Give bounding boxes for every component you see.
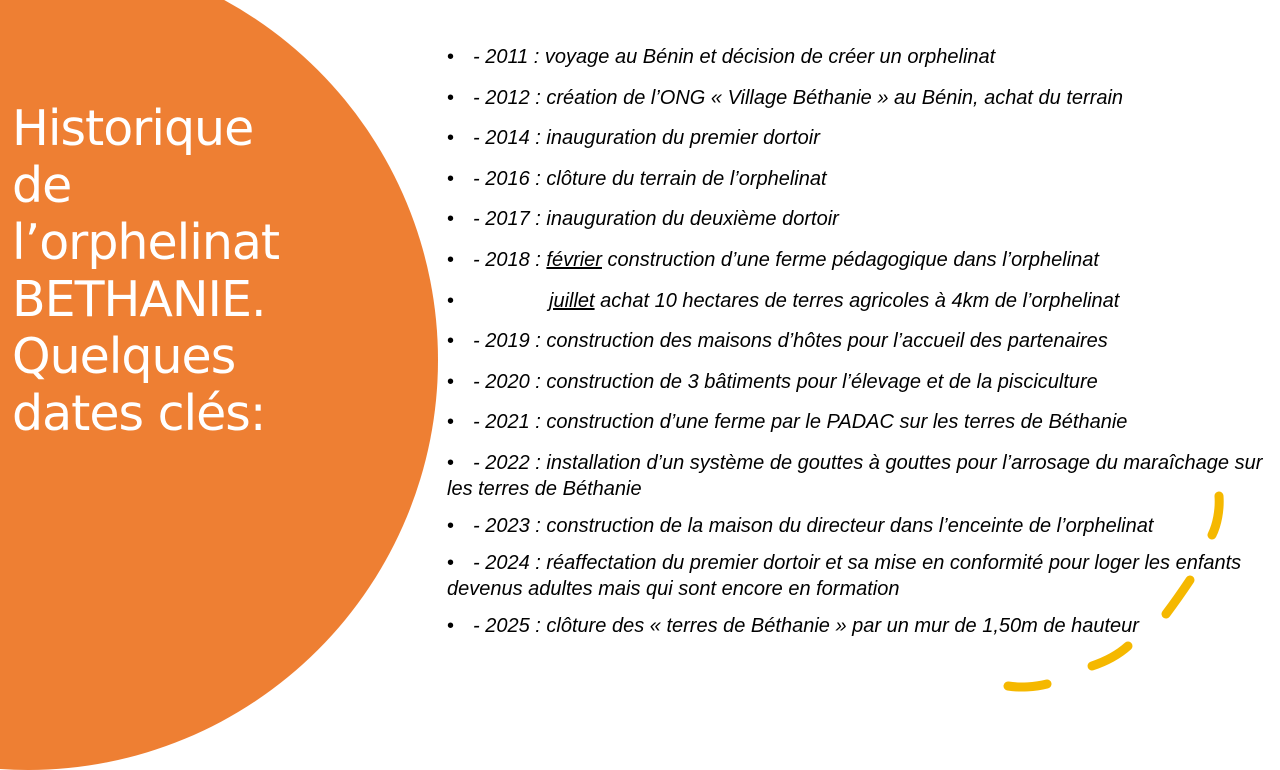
timeline-item-2016: [447, 166, 1277, 192]
item-month: février: [546, 248, 602, 271]
item-suffix: construction d’une ferme pédagogique dans l’orphelinat: [601, 248, 1099, 271]
timeline-item-2011: [447, 44, 1277, 70]
item-text: - 2023 : construction de la maison du directeur dans l’enceinte de l’orphelinat: [473, 514, 1154, 537]
timeline-item-2018-jul: [447, 288, 1277, 314]
bullet-icon: •: [447, 330, 455, 353]
title-line: Quelques: [12, 328, 236, 385]
bullet-icon: •: [447, 208, 455, 231]
item-text: - 2016 : clôture du terrain de l’orphelinat: [473, 167, 827, 190]
bullet-icon: •: [447, 167, 455, 190]
title-line: Historique: [12, 100, 254, 157]
bullet-icon: •: [447, 289, 455, 312]
item-text: - 2020 : construction de 3 bâtiments pour l’élevage et de la pisciculture: [473, 370, 1098, 393]
bullet-icon: •: [447, 46, 455, 68]
bullet-icon: •: [447, 248, 455, 271]
bullet-icon: •: [447, 127, 455, 150]
item-text: - 2022 : installation d’un système de gouttes à gouttes pour l’arrosage du maraîchage sur les terres de Béthanie: [447, 451, 1263, 500]
timeline-item-2025: [447, 613, 1277, 639]
item-text: - 2019 : construction des maisons d’hôtes pour l’accueil des partenaires: [473, 330, 1108, 353]
slide-title: [12, 100, 312, 442]
timeline-item-2012: [447, 85, 1277, 111]
timeline-item-2023: [447, 513, 1277, 539]
bullet-icon: •: [447, 514, 455, 537]
timeline-item-2014: [447, 125, 1277, 151]
timeline-item-2019: [447, 328, 1277, 354]
item-text: - 2011 : voyage au Bénin et décision de créer un orphelinat: [473, 46, 996, 68]
bullet-icon: •: [447, 614, 455, 637]
title-line: BETHANIE.: [12, 271, 266, 328]
bullet-icon: •: [447, 551, 455, 574]
item-text: - 2014 : inauguration du premier dortoir: [473, 127, 820, 150]
item-text: - 2012 : création de l’ONG « Village Béthanie » au Bénin, achat du terrain: [473, 86, 1124, 109]
timeline-item-2022: [447, 450, 1277, 502]
item-text: - 2021 : construction d’une ferme par le PADAC sur les terres de Béthanie: [473, 411, 1128, 434]
item-text: - 2024 : réaffectation du premier dortoir et sa mise en conformité pour loger les enfants devenus adultes mais qui sont encore en formation: [447, 551, 1242, 600]
item-text: - 2017 : inauguration du deuxième dortoir: [473, 208, 839, 231]
item-month: juillet: [549, 289, 595, 312]
timeline-item-2020: [447, 369, 1277, 395]
title-line: de: [12, 157, 72, 214]
timeline-list: [447, 44, 1277, 654]
bullet-icon: •: [447, 86, 455, 109]
bullet-icon: •: [447, 411, 455, 434]
bullet-icon: •: [447, 451, 455, 474]
title-line: dates clés:: [12, 385, 266, 442]
timeline-item-2021: [447, 409, 1277, 435]
item-suffix: achat 10 hectares de terres agricoles à 4km de l’orphelinat: [594, 289, 1120, 312]
timeline-item-2018-feb: [447, 247, 1277, 273]
title-line: l’orphelinat: [12, 214, 280, 271]
timeline-item-2017: [447, 206, 1277, 232]
item-prefix: - 2018 :: [473, 248, 547, 271]
item-text: - 2025 : clôture des « terres de Béthanie » par un mur de 1,50m de hauteur: [473, 614, 1139, 637]
timeline-item-2024: [447, 550, 1277, 602]
annotation-stroke: [1008, 684, 1047, 687]
bullet-icon: •: [447, 370, 455, 393]
